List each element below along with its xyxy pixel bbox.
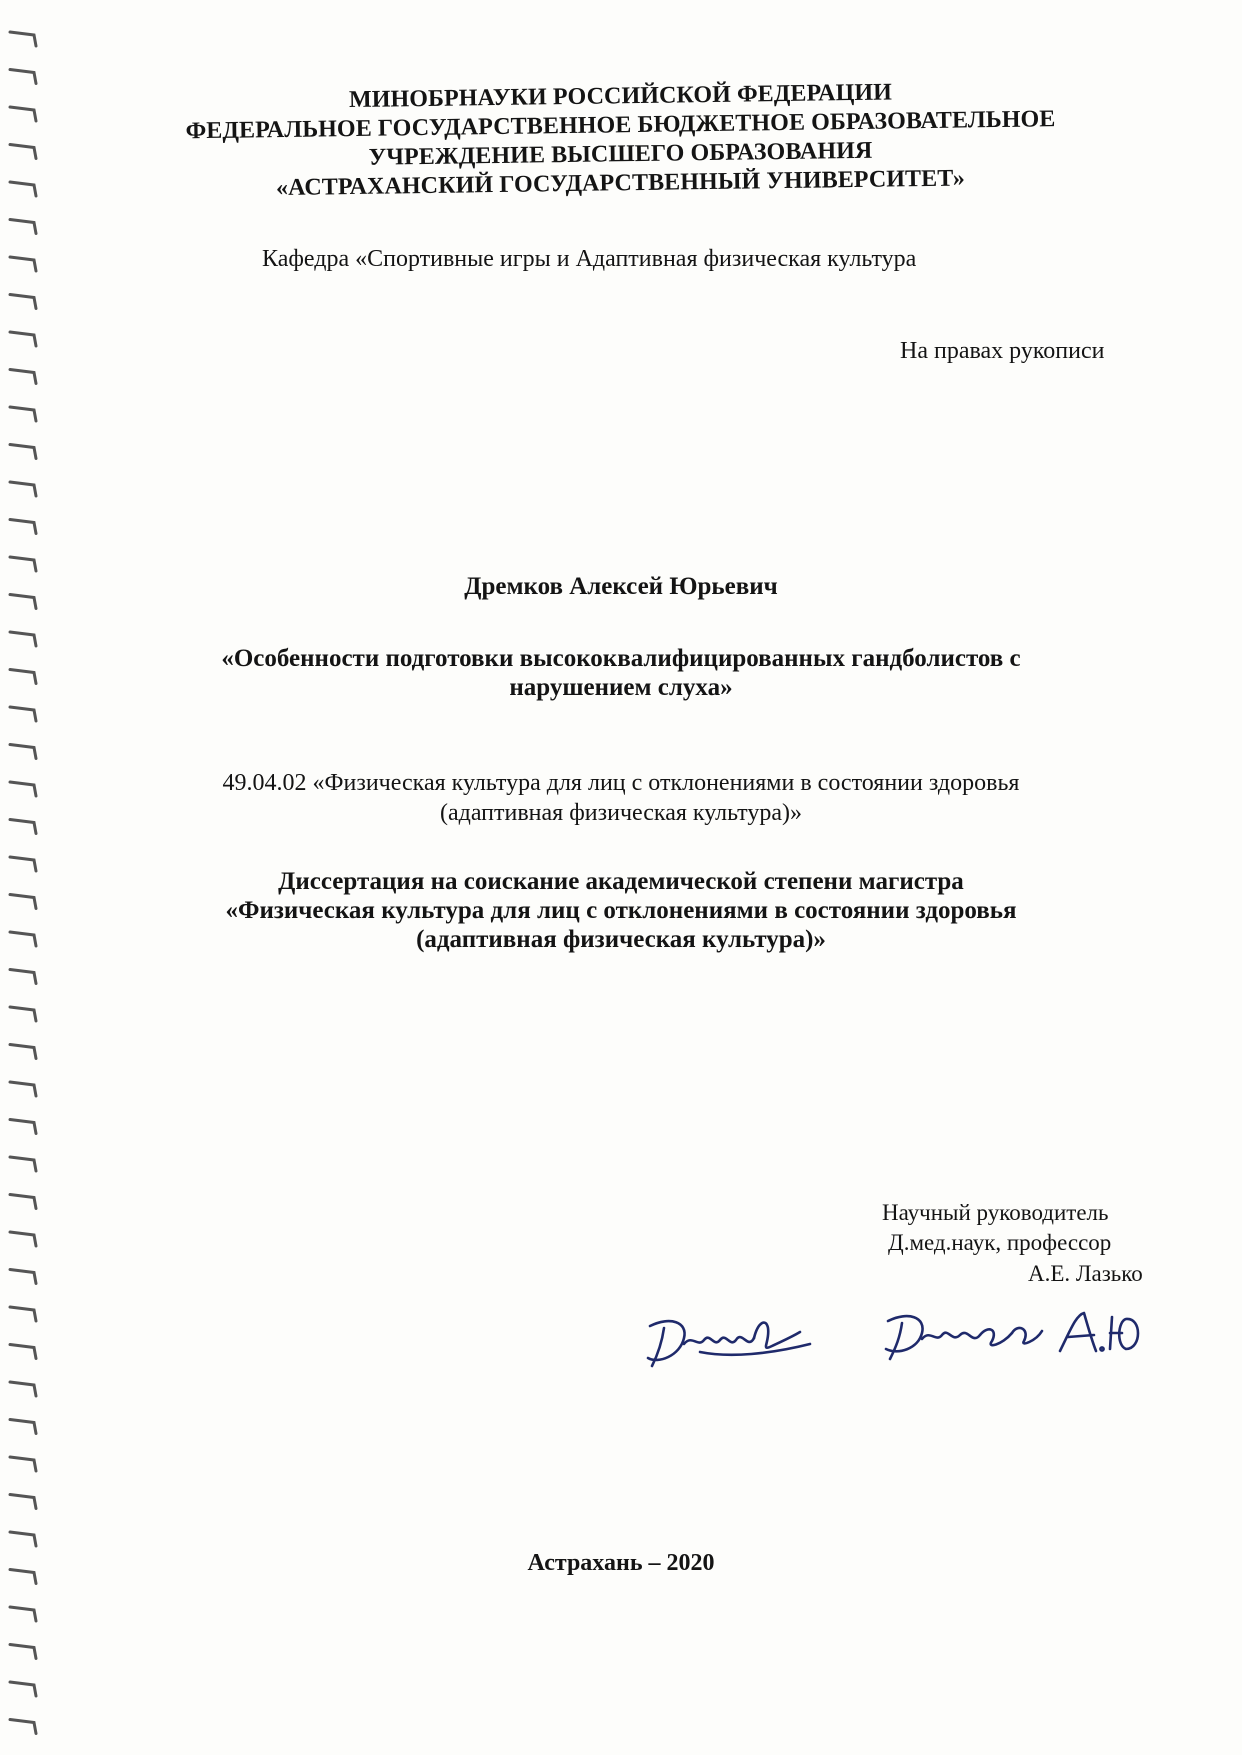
- city-year: Астрахань – 2020: [527, 1550, 715, 1576]
- thesis-title-line2: нарушением слуха»: [509, 674, 733, 701]
- thesis-title-line1: «Особенности подготовки высококвалифицированных гандболистов с: [221, 645, 1021, 672]
- supervisor-signature: [640, 1308, 815, 1378]
- supervisor-name: А.Е. Лазько: [1028, 1261, 1143, 1286]
- degree-line1: Диссертация на соискание академической степени магистра: [278, 868, 964, 895]
- institution-heading-line2: УЧРЕЖДЕНИЕ ВЫСШЕГО ОБРАЗОВАНИЯ: [368, 137, 873, 171]
- institution-heading-line1: ФЕДЕРАЛЬНОЕ ГОСУДАРСТВЕННОЕ БЮДЖЕТНОЕ ОБРАЗОВАТЕЛЬНОЕ: [185, 106, 1056, 145]
- manuscript-note: На правах рукописи: [900, 338, 1105, 364]
- ministry-heading: МИНОБРНАУКИ РОССИЙСКОЙ ФЕДЕРАЦИИ: [348, 79, 893, 114]
- specialty-line2: (адаптивная физическая культура)»: [439, 800, 802, 826]
- supervisor-role: Научный руководитель: [882, 1200, 1109, 1225]
- department-name: Кафедра «Спортивные игры и Адаптивная физическая культура: [262, 246, 917, 272]
- specialty-line1: 49.04.02 «Физическая культура для лиц с отклонениями в состоянии здоровья: [222, 770, 1020, 796]
- supervisor-title: Д.мед.наук, профессор: [888, 1230, 1112, 1255]
- degree-line3: (адаптивная физическая культура)»: [416, 926, 826, 953]
- author-name: Дремков Алексей Юрьевич: [464, 573, 778, 600]
- university-heading: «АСТРАХАНСКИЙ ГОСУДАРСТВЕННЫЙ УНИВЕРСИТЕТ»: [275, 165, 966, 202]
- author-signature: [880, 1305, 1150, 1367]
- degree-line2: «Физическая культура для лиц с отклонениями в состоянии здоровья: [225, 897, 1017, 924]
